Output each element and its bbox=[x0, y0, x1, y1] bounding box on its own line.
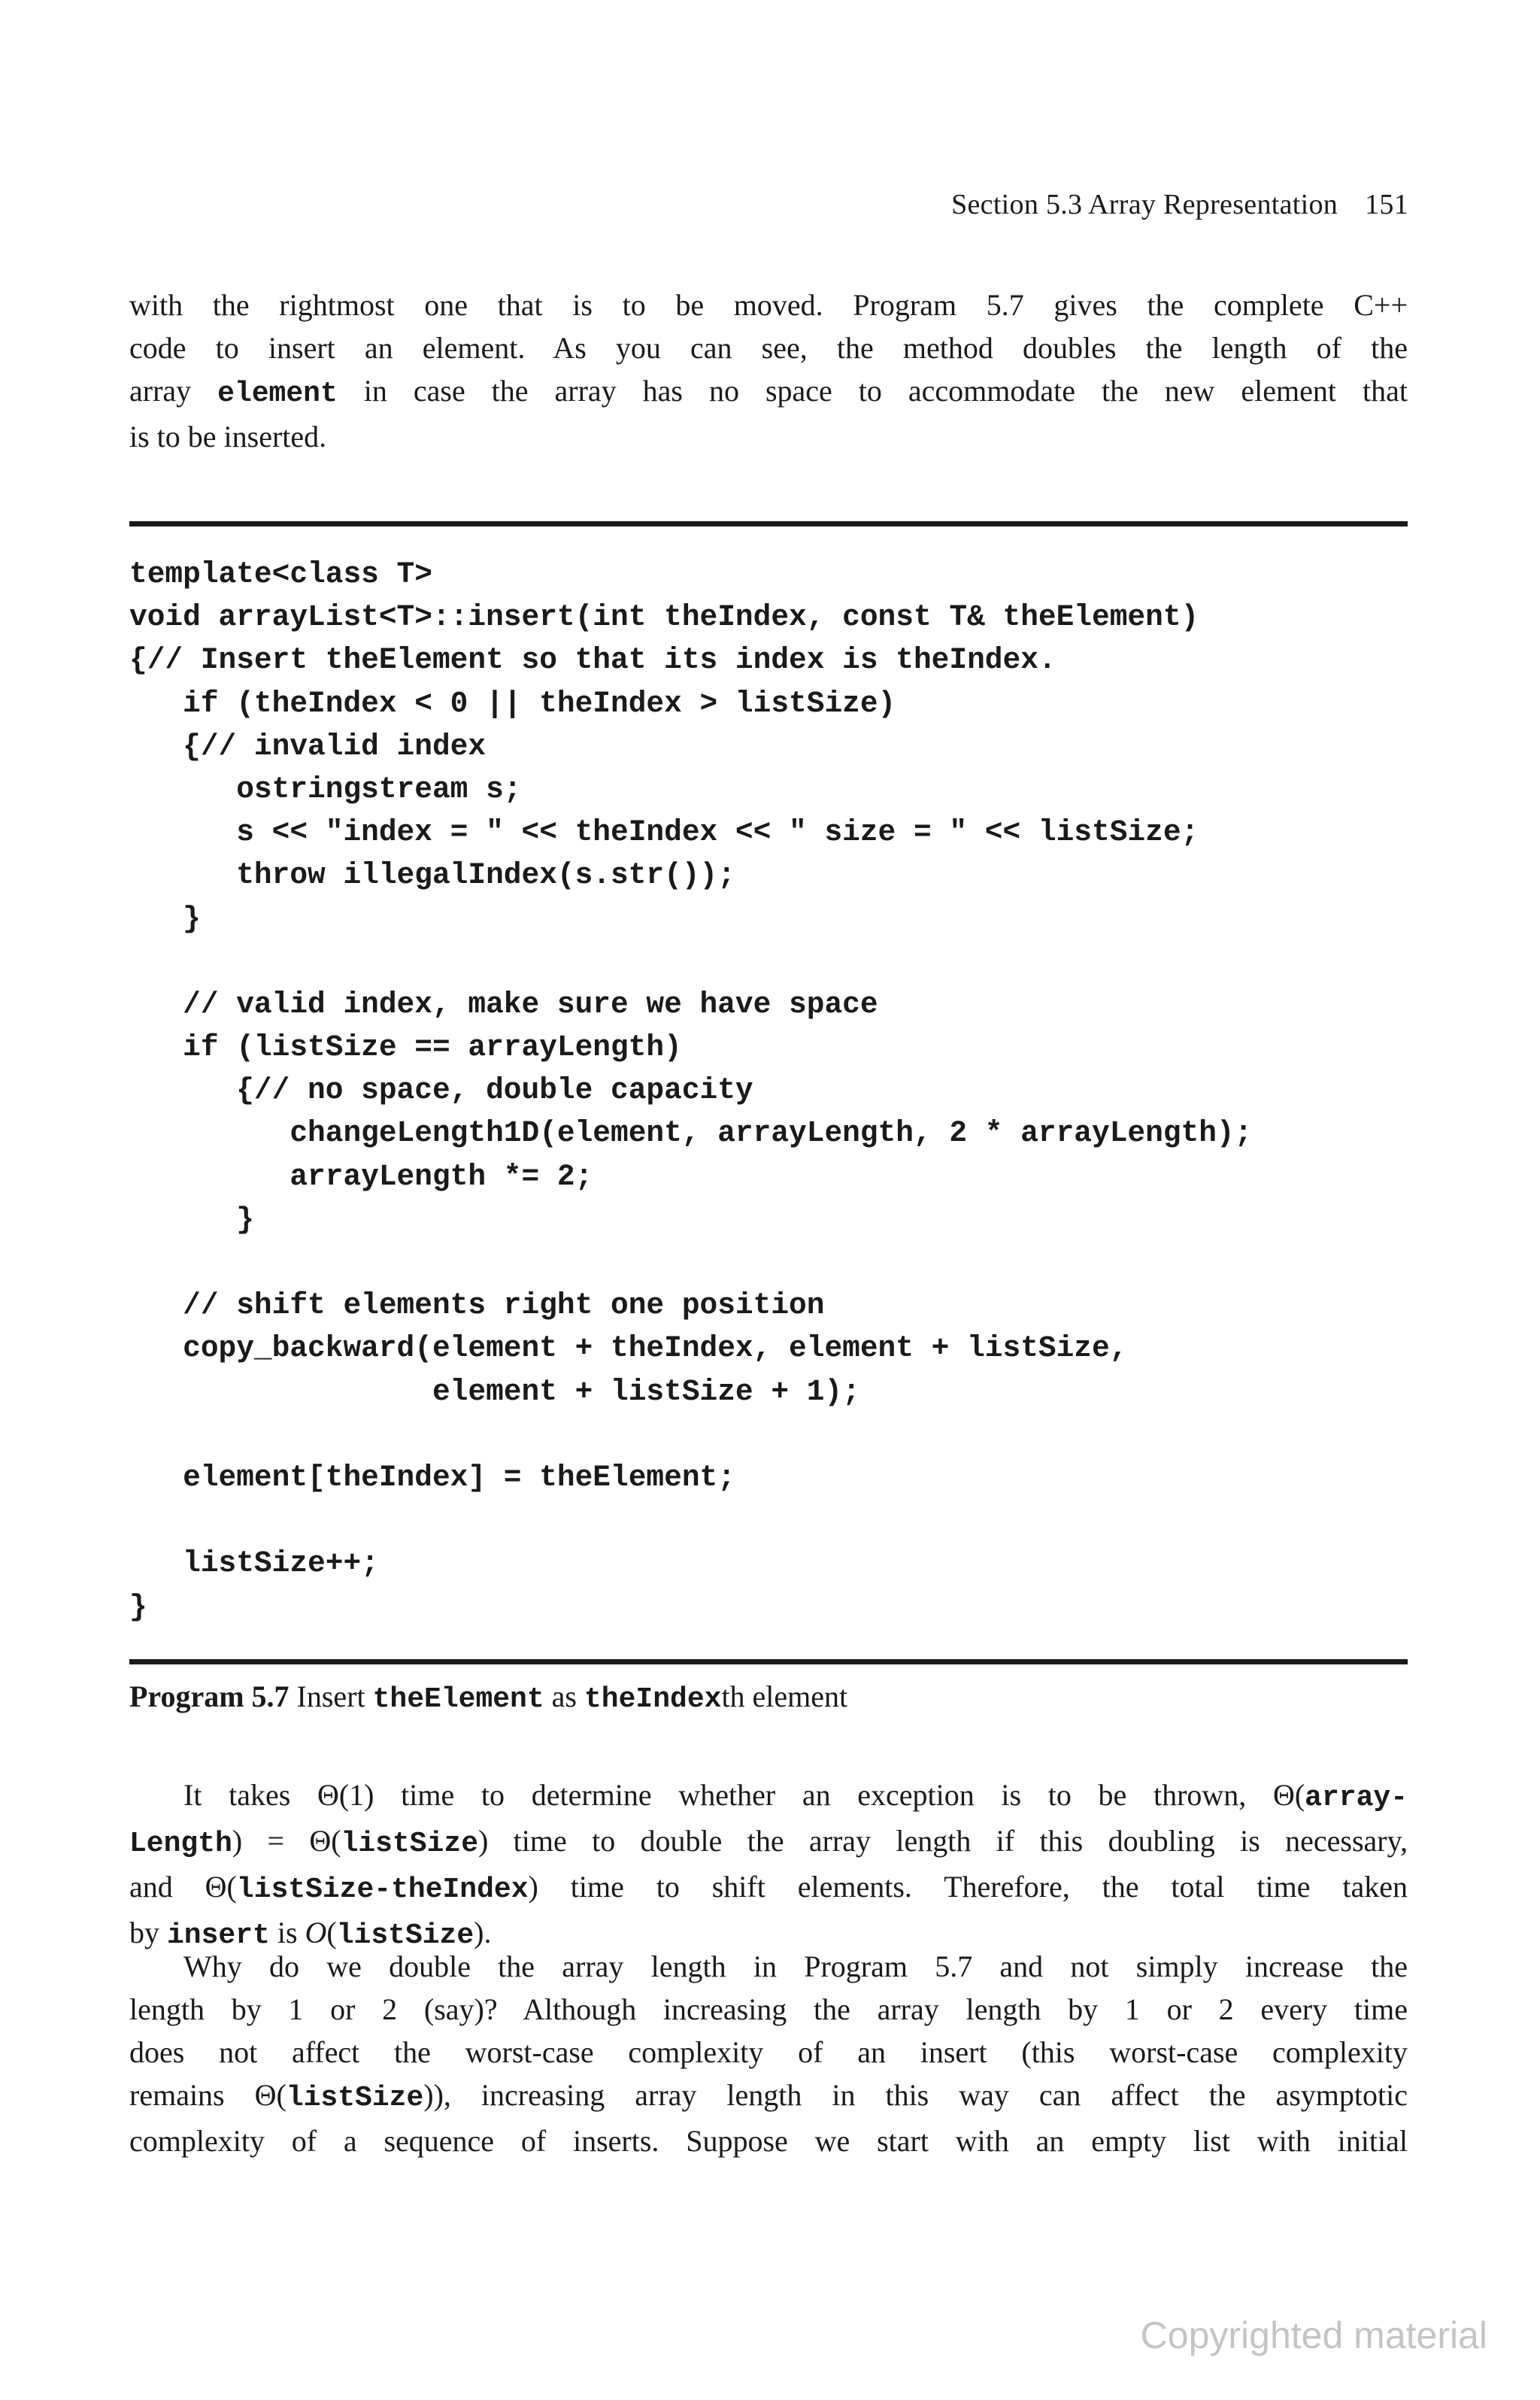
copyright-watermark: Copyrighted material bbox=[1140, 2314, 1487, 2356]
bottom-rule bbox=[129, 1659, 1408, 1664]
program-caption bbox=[129, 1679, 847, 1716]
caption-text: th element bbox=[721, 1679, 848, 1713]
page-number: 151 bbox=[1365, 189, 1408, 220]
code-line: element + listSize + 1); bbox=[129, 1374, 860, 1409]
text-span: ) = Θ( bbox=[232, 1824, 341, 1858]
inline-code: insert bbox=[167, 1919, 270, 1952]
inline-code: listSize bbox=[336, 1919, 474, 1952]
code-listing bbox=[129, 553, 1408, 1628]
text-line: length by 1 or 2 (say)? Although increasing the array length by 1 or 2 every time bbox=[129, 1992, 1408, 2026]
text-line: Why do we double the array length in Program 5.7 and not simply increase the bbox=[183, 1949, 1408, 1983]
text-span: ) time to double the array length if this doubling is necessary, bbox=[478, 1824, 1408, 1858]
code-line: changeLength1D(element, arrayLength, 2 * arrayLength); bbox=[129, 1116, 1253, 1151]
text-line: complexity of a sequence of inserts. Suppose we start with an empty list with initial bbox=[129, 2124, 1408, 2158]
text-span: remains Θ( bbox=[129, 2078, 286, 2112]
running-header bbox=[951, 188, 1408, 221]
text-span: by bbox=[129, 1916, 167, 1949]
text-line: is to be inserted. bbox=[129, 420, 327, 454]
code-line: } bbox=[129, 1589, 147, 1624]
code-line: arrayLength *= 2; bbox=[129, 1159, 593, 1194]
text-line bbox=[129, 1773, 1408, 1819]
text-span: ). bbox=[474, 1916, 492, 1949]
inline-code: array- bbox=[1305, 1782, 1408, 1814]
inline-code: element bbox=[217, 378, 338, 410]
inline-code: theIndex bbox=[584, 1683, 722, 1716]
code-line: ostringstream s; bbox=[129, 772, 522, 806]
code-line: void arrayList<T>::insert(int theIndex, const T& theElement) bbox=[129, 600, 1199, 635]
text-line: code to insert an element. As you can see, the method doubles the length of the bbox=[129, 331, 1408, 365]
code-line: throw illegalIndex(s.str()); bbox=[129, 858, 735, 893]
code-line: {// no space, double capacity bbox=[129, 1073, 753, 1108]
code-line: {// Insert theElement so that its index is theIndex. bbox=[129, 643, 1056, 678]
code-line bbox=[129, 1241, 1408, 1284]
text-line: with the rightmost one that is to be moved. Program 5.7 gives the complete C++ bbox=[129, 288, 1408, 322]
text-span: in case the array has no space to accommodate the new element that bbox=[337, 374, 1408, 408]
code-line bbox=[129, 1499, 1408, 1542]
code-line: // valid index, make sure we have space bbox=[129, 987, 878, 1021]
inline-code: listSize-theIndex bbox=[236, 1874, 529, 1906]
text-span: array bbox=[129, 374, 218, 408]
text-line bbox=[129, 1865, 1408, 1911]
code-line: if (listSize == arrayLength) bbox=[129, 1030, 682, 1065]
code-line: s << "index = " << theIndex << " size = " << listSize; bbox=[129, 815, 1199, 850]
code-line: template<class T> bbox=[129, 557, 432, 591]
code-line: } bbox=[129, 1202, 254, 1236]
inline-code: listSize bbox=[341, 1828, 479, 1860]
text-line bbox=[129, 1819, 1408, 1865]
code-line: element[theIndex] = theElement; bbox=[129, 1460, 735, 1494]
text-span: ) time to shift elements. Therefore, the total time taken bbox=[528, 1870, 1408, 1904]
text-span: )), increasing array length in this way can affect the asymptotic bbox=[423, 2078, 1408, 2112]
inline-code: theElement bbox=[372, 1683, 544, 1716]
code-line: copy_backward(element + theIndex, element + listSize, bbox=[129, 1331, 1128, 1366]
complexity-paragraph bbox=[129, 1773, 1408, 1957]
code-line bbox=[129, 1413, 1408, 1456]
code-line: listSize++; bbox=[129, 1546, 379, 1581]
big-o: O bbox=[305, 1916, 327, 1949]
caption-text: Insert bbox=[289, 1679, 373, 1713]
code-line: if (theIndex < 0 || theIndex > listSize) bbox=[129, 686, 896, 721]
text-line bbox=[129, 2074, 1408, 2119]
caption-text: as bbox=[544, 1679, 584, 1713]
running-title: Section 5.3 Array Representation bbox=[951, 189, 1338, 220]
text-span: and Θ( bbox=[129, 1870, 237, 1904]
text-span: is bbox=[269, 1916, 305, 1949]
text-line bbox=[129, 369, 1408, 415]
inline-code: Length bbox=[129, 1828, 232, 1860]
code-line: } bbox=[129, 901, 201, 936]
top-rule bbox=[129, 521, 1408, 526]
caption-label: Program 5.7 bbox=[129, 1679, 290, 1713]
text-span: ( bbox=[326, 1916, 337, 1949]
text-span: It takes Θ(1) time to determine whether an exception is to be thrown, Θ( bbox=[183, 1778, 1305, 1812]
code-line bbox=[129, 940, 1408, 983]
intro-paragraph bbox=[129, 284, 1408, 458]
text-line: does not affect the worst-case complexity of an insert (this worst-case complexity bbox=[129, 2035, 1408, 2069]
inline-code: listSize bbox=[286, 2082, 424, 2114]
doubling-paragraph bbox=[129, 1945, 1408, 2162]
code-line: // shift elements right one position bbox=[129, 1288, 825, 1323]
code-line: {// invalid index bbox=[129, 729, 487, 763]
